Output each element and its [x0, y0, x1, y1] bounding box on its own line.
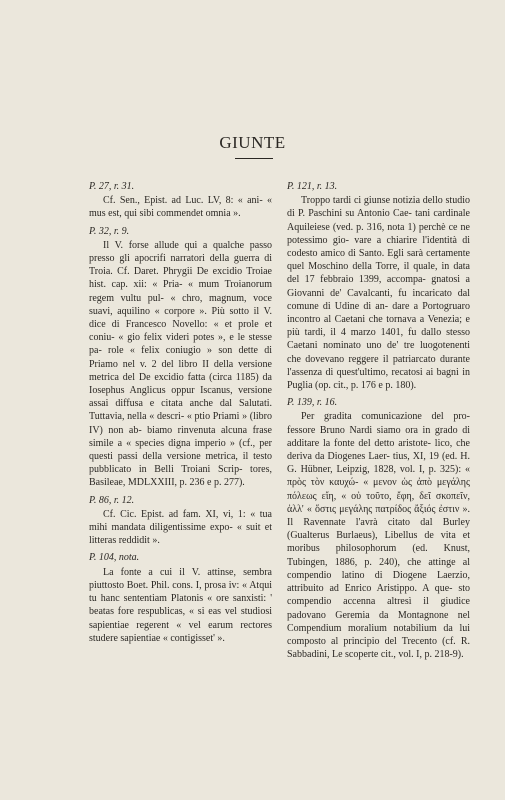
entry-reference: P. 121, r. 13. — [287, 181, 338, 192]
page-title: GIUNTE — [219, 133, 286, 152]
entry-reference: P. 86, r. 12. — [89, 494, 135, 506]
entry-text: Troppo tardi ci giunse notizia dello studio di P. Paschini su Antonio Cae- tani cardinale Aquileiese (ved. p. 316, nota 1) perchè ce ne potessimo gio- vare a chiarire l'identità di codesto amico di Santo. Egli sarà certamente quel Moschino della Torre, il quale, in data del 17 febbraio 1399, accompa- gnatosi a Giovanni de' Cavalcanti, fu incaricato dal comune di Udine di an- dare a Portogruaro incontro al Caetani che tornava a Venezia; e più tardi, il 4 marzo 1401, fu dallo stesso Caetani nominato uno de' tre luogotenenti che dovevano reggere il patriarcato durante l'assenza di quest'ultimo, recatosi ai bagni in Puglia (op. cit., p. 176 e p. 180). — [287, 195, 470, 392]
addendum-entry — [89, 494, 272, 548]
right-column — [287, 180, 470, 665]
entry-text: Cf. Sen., Epist. ad Luc. LV, 8: « ani- « mus est, qui sibi commendet omnia ». — [89, 195, 272, 220]
entry-reference: P. 139, r. 16. — [287, 397, 338, 409]
addendum-entry — [287, 396, 470, 661]
entry-reference: P. 27, r. 31. — [89, 181, 135, 192]
entry-text: La fonte a cui il V. attinse, sembra piuttosto Boet. Phil. cons. I, prosa iv: « Atqui tu hanc sententiam Platonis « ore sanxisti: ' beatas fore respublicas, « si eas vel studiosi sapientiae regerent « vel earum rectores studere sapientiae « contigisset' ». — [89, 566, 272, 644]
entry-text: Cf. Cic. Epist. ad fam. XI, vi, 1: « tua mihi mandata diligentissime expo- « suit et litteras reddidit ». — [89, 508, 272, 547]
addendum-entry — [89, 225, 272, 490]
left-column — [89, 180, 272, 649]
title-rule — [235, 158, 273, 159]
entry-reference: P. 104, nota. — [89, 552, 140, 564]
addendum-entry — [89, 551, 272, 644]
entry-text: Per gradita comunicazione del pro- fessore Bruno Nardi siamo ora in grado di additare la fonte del detto aristote- lico, che deriva da Diogenes Laer- tius, XI, 19 (ed. H. G. Hübner, Leipzig, 1828, vol. I, p. 325): « πρὸς τὸν καυχώ- « μενον ὡς ἀπὸ μεγάλης πόλεως εἴη, « οὐ τοῦτο, ἔφη, δεῖ σκοπεῖν, ἀλλ' « ὅστις μεγάλης πατρίδος ἄξιός ἐστιν ». Il Ravennate l'avrà citato dal Burley (Gualterus Burlaeus), Libellus de vita et moribus philosophorum (ed. Knust, Tubingen, 1886, p. 240), che attinge al compendio latino di Diogene Laerzio, attribuito ad Enrico Aristippo. A que- sto compendio accenna altresì il giudice padovano Geremia da Montagnone nel Compendium moralium notabilium da lui composto al principio del Trecento (cf. R. Sabbadini, Le scoperte cit., vol. I, p. 218-9). — [287, 411, 470, 661]
entry-text: Il V. forse allude qui a qualche passo presso gli apocrifi narratori della guerra di Troia. Cf. Daret. Phrygii De excidio Troiae hist. cap. xii: « Pria- « mum Troianorum regem vultu pul- « chro, magnum, voce suavi, aquilino « corpore ». Più sotto il V. dice di Francesco Novello: « et prole et coniu- « gio felix videri potes », e le stesse pa- role « felix coniugio » son dette di Priamo nel v. 2 del libro II della versione metrica del De excidio fatta (circa 1185) da Iosephus Anglicus oppur Iscanus, versione assai diffusa e citata anche dal Salutati. Tuttavia, nella « descri- « ptio Priami » (libro IV) non ab- biamo rinvenuta alcuna frase simile a « species digna imperio » (cf., per questi passi della versione metrica, il testo pubblicato in Belli Troiani Scrip- tores, Basileae, MDLXXIII, p. 236 e p. 277). — [89, 239, 272, 489]
addendum-entry — [89, 180, 272, 221]
addendum-entry — [287, 180, 470, 392]
entry-reference: P. 32, r. 9. — [89, 225, 130, 237]
